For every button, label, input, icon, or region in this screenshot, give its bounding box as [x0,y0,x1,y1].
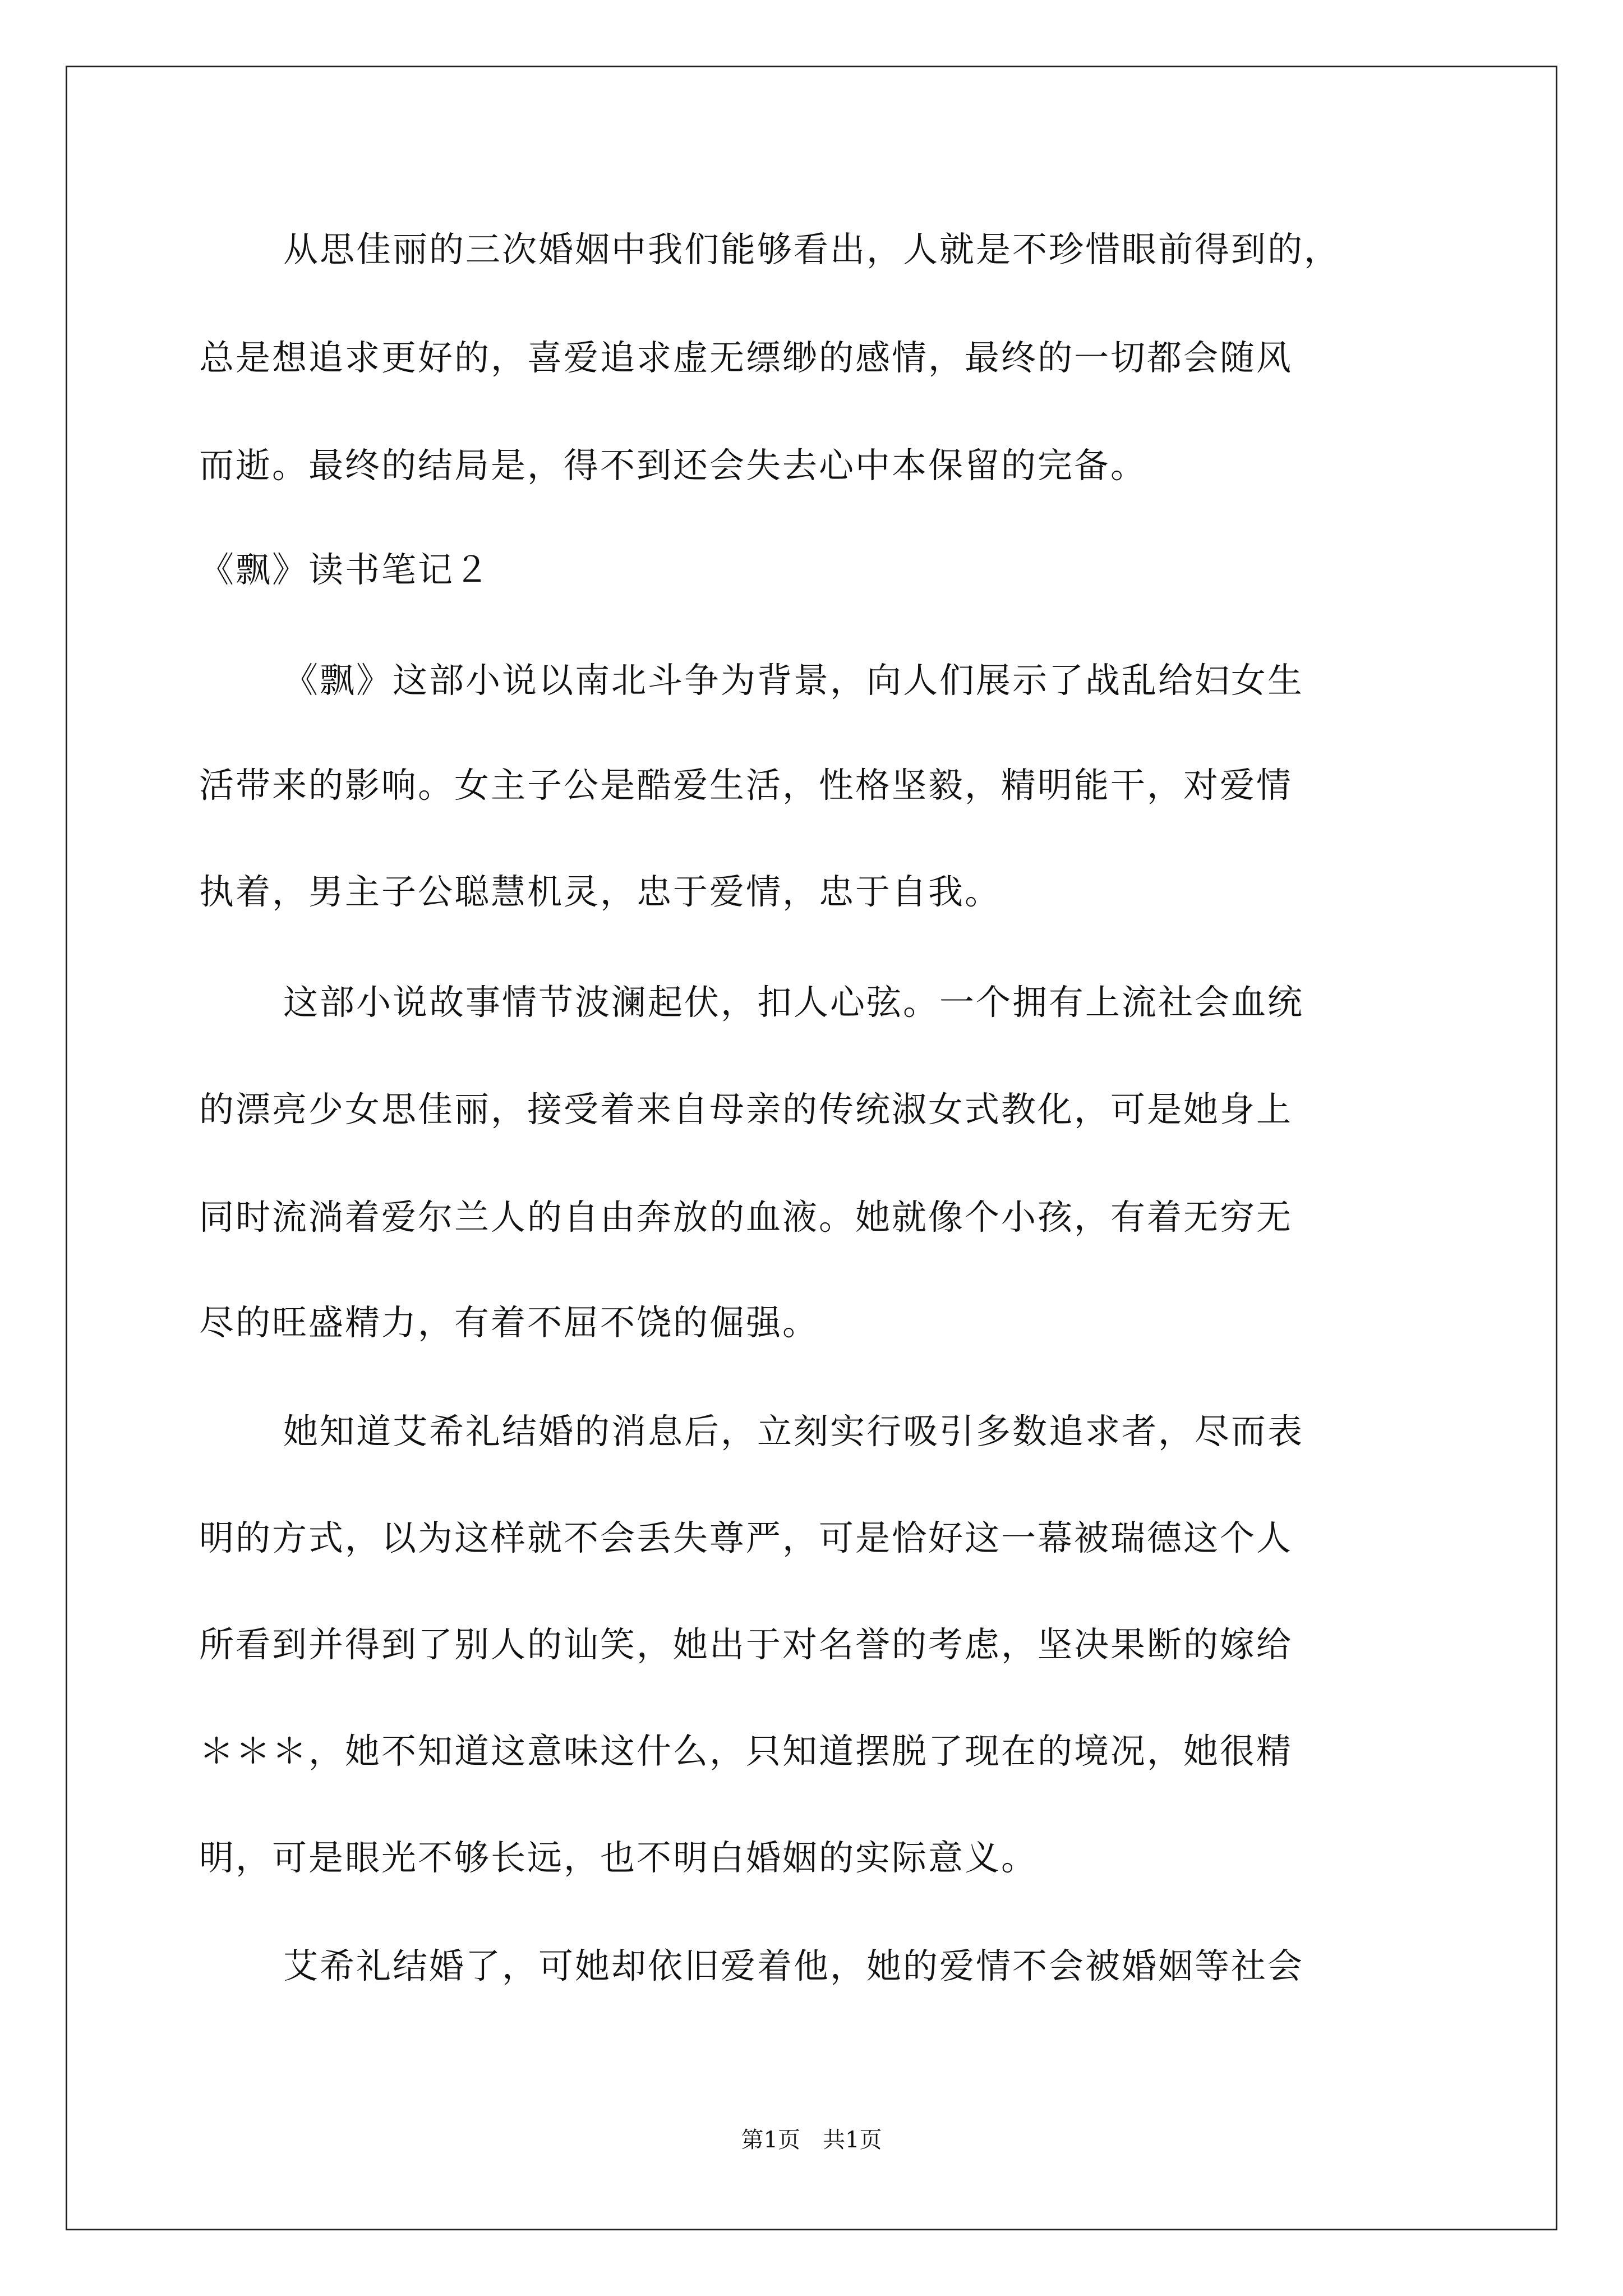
paragraph-line: 这部小说故事情节波澜起伏，扣人心弦。一个拥有上流社会血统 [283,982,1304,1023]
paragraph-line: 艾希礼结婚了，可她却依旧爱着他，她的爱情不会被婚姻等社会 [283,1945,1304,1986]
paragraph-line: 明，可是眼光不够长远，也不明白婚姻的实际意义。 [199,1837,1038,1878]
paragraph-line: ＊＊＊，她不知道这意味这什么，只知道摆脱了现在的境况，她很精 [199,1731,1293,1772]
paragraph-line: 执着，男主子公聪慧机灵，忠于爱情，忠于自我。 [199,871,1002,912]
paragraph-line: 同时流淌着爱尔兰人的自由奔放的血液。她就像个小孩，有着无穷无 [199,1197,1293,1237]
paragraph-line: 总是想追求更好的，喜爱追求虚无缥缈的感情，最终的一切都会随风 [199,337,1293,378]
paragraph-line: 的漂亮少女思佳丽，接受着来自母亲的传统淑女式教化，可是她身上 [199,1089,1293,1130]
paragraph-line: 从思佳丽的三次婚姻中我们能够看出，人就是不珍惜眼前得到的， [283,229,1341,270]
section-heading: 《飘》读书笔记２ [199,549,491,590]
page-border [66,66,1557,2230]
paragraph-line: 《飘》这部小说以南北斗争为背景，向人们展示了战乱给妇女生 [283,660,1304,701]
paragraph-line: 她知道艾希礼结婚的消息后，立刻实行吸引多数追求者，尽而表 [283,1411,1304,1452]
page-number-footer: 第1页 共1页 [741,2127,882,2153]
paragraph-line: 明的方式，以为这样就不会丢失尊严，可是恰好这一幕被瑞德这个人 [199,1517,1293,1558]
paragraph-line: 活带来的影响。女主子公是酷爱生活，性格坚毅，精明能干，对爱情 [199,765,1293,806]
paragraph-line: 所看到并得到了别人的讪笑，她出于对名誉的考虑，坚决果断的嫁给 [199,1624,1293,1665]
paragraph-line: 而逝。最终的结局是，得不到还会失去心中本保留的完备。 [199,445,1147,486]
paragraph-line: 尽的旺盛精力，有着不屈不饶的倔强。 [199,1302,819,1343]
